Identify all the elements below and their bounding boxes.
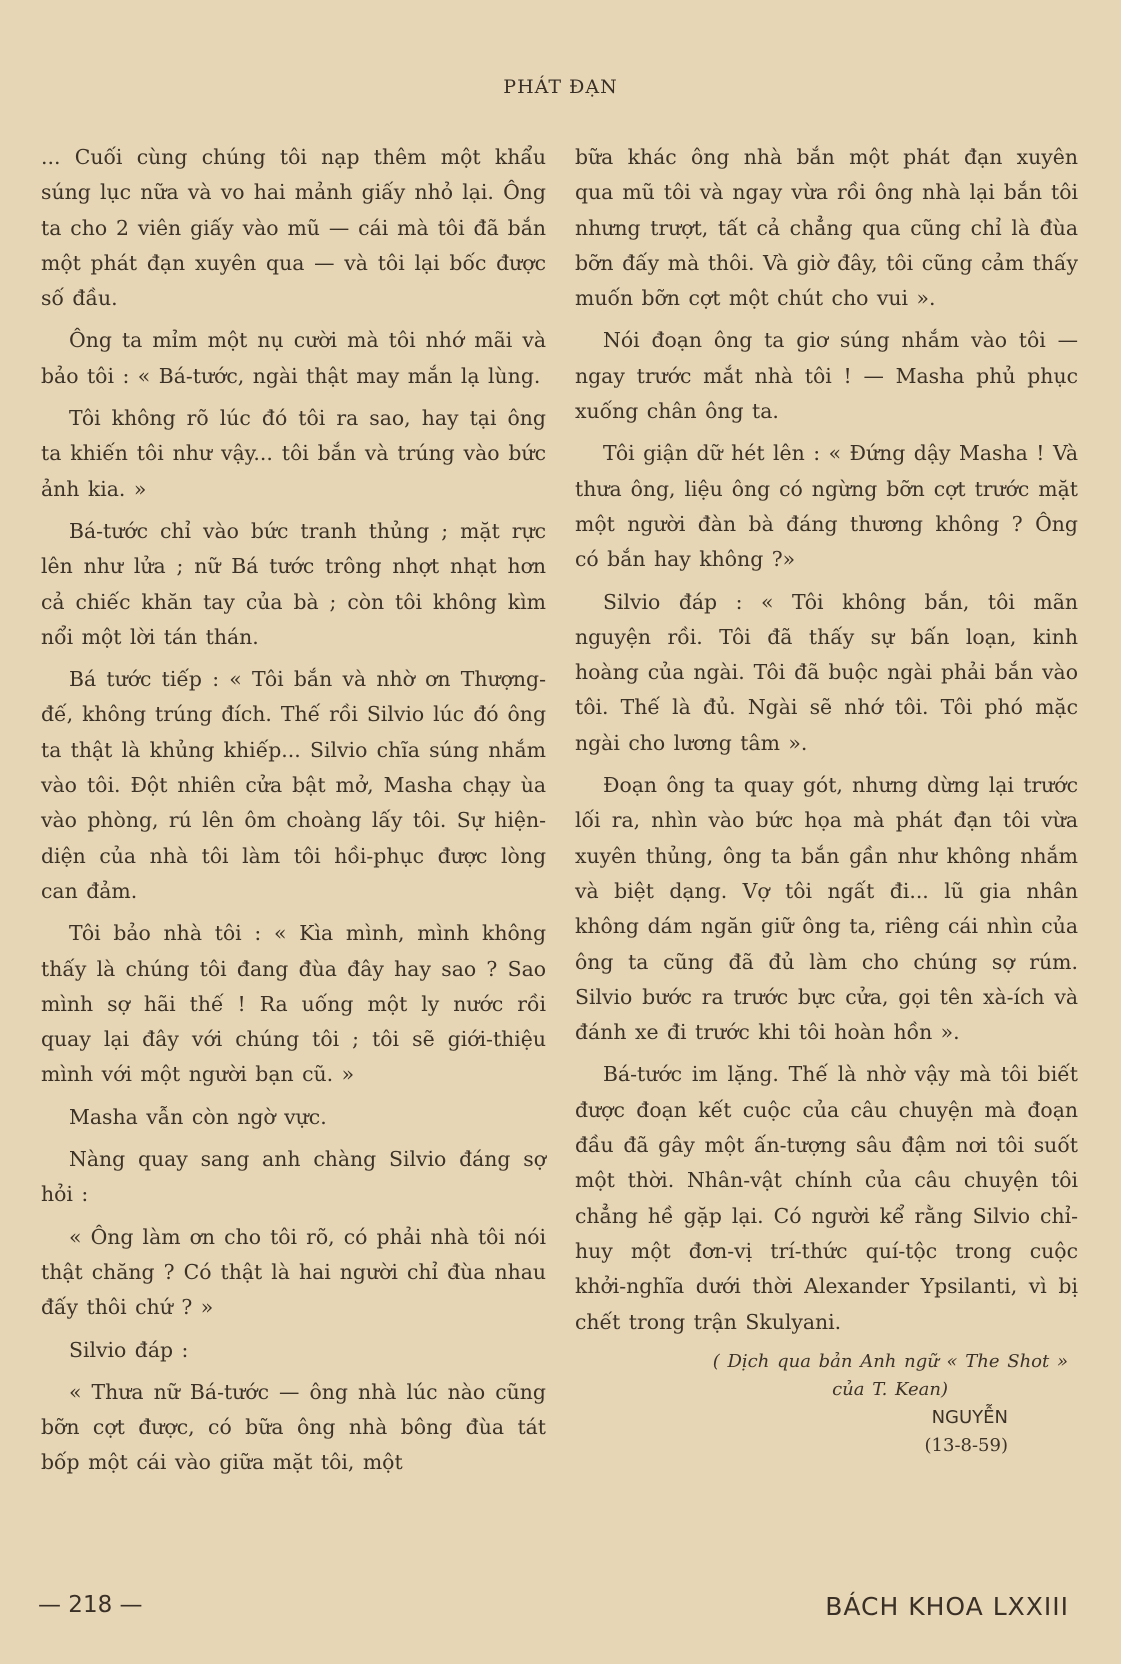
paragraph: Bá-tước chỉ vào bức tranh thủng ; mặt rực lên như lửa ; nữ Bá tước trông nhợt nhạt hơn cả chiếc khăn tay của bà ; còn tôi không kìm nổi một lời tán thán. <box>41 518 546 649</box>
running-header: PHÁT ĐẠN <box>503 76 618 98</box>
translation-line: của T. Kean) <box>832 1378 948 1400</box>
paragraph: Đoạn ông ta quay gót, nhưng dừng lại trước lối ra, nhìn vào bức họa mà phát đạn tôi vừa xuyên thủng, ông ta bắn gần như không nhắm và biệt dạng. Vợ tôi ngất đi... lũ gia nhân không dám ngăn giữ ông ta, riêng cái nhìn của ông ta cũng đã đủ làm cho chúng sợ rúm. Silvio bước ra trước bực cửa, gọi tên xà-ích và đánh xe đi trước khi tôi hoàn hồn ». <box>575 773 1078 1045</box>
left-column <box>41 140 546 1488</box>
paragraph: Ông ta mỉm một nụ cười mà tôi nhớ mãi và bảo tôi : « Bá-tước, ngài thật may mắn lạ lùng. <box>41 328 546 388</box>
author-signature: NGUYỄN <box>931 1406 1008 1428</box>
paragraph: Tôi bảo nhà tôi : « Kìa mình, mình không thấy là chúng tôi đang đùa đây hay sao ? Sao mình sợ hãi thế ! Ra uống một ly nước rồi quay lại đây với chúng tôi ; tôi sẽ giới-thiệu mình với một người bạn cũ. » <box>41 921 546 1087</box>
paragraph: Masha vẫn còn ngờ vực. <box>69 1104 327 1129</box>
page-number: — 218 — <box>38 1592 143 1618</box>
paragraph: Bá tước tiếp : « Tôi bắn và nhờ ơn Thượng-đế, không trúng đích. Thế rồi Silvio lúc đó ông ta thật là khủng khiếp... Silvio chĩa súng nhắm vào tôi. Đột nhiên cửa bật mở, Masha chạy ùa vào phòng, rú lên ôm choàng lấy tôi. Sự hiện-diện của nhà tôi làm tôi hồi-phục được lòng can đảm. <box>41 667 546 903</box>
paragraph: Tôi giận dữ hét lên : « Đứng dậy Masha ! Và thưa ông, liệu ông có ngừng bỡn cợt trước mặt một người đàn bà đáng thương không ? Ông có bắn hay không ?» <box>575 441 1078 572</box>
paragraph: « Ông làm ơn cho tôi rõ, có phải nhà tôi nói thật chăng ? Có thật là hai người chỉ đùa nhau đấy thôi chứ ? » <box>41 1224 546 1320</box>
paragraph: Nàng quay sang anh chàng Silvio đáng sợ hỏi : <box>41 1147 546 1207</box>
paragraph: Silvio đáp : <box>69 1337 189 1362</box>
paragraph: Tôi không rõ lúc đó tôi ra sao, hay tại ông ta khiến tôi như vậy... tôi bắn và trúng vào bức ảnh kia. » <box>41 406 546 501</box>
journal-name: BÁCH KHOA LXXIII <box>825 1592 1069 1621</box>
paragraph: Silvio đáp : « Tôi không bắn, tôi mãn nguyện rồi. Tôi đã thấy sự bấn loạn, kinh hoàng của ngài. Tôi đã buộc ngài phải bắn vào tôi. Thế là đủ. Ngài sẽ nhớ tôi. Tôi phó mặc ngài cho lương tâm ». <box>575 589 1078 755</box>
signature-date: (13-8-59) <box>924 1434 1008 1456</box>
paragraph: « Thưa nữ Bá-tước — ông nhà lúc nào cũng bỡn cợt được, có bữa ông nhà bông đùa tát bốp một cái vào giữa mặt tôi, một <box>41 1379 546 1475</box>
paragraph: ... Cuối cùng chúng tôi nạp thêm một khẩu súng lục nữa và vo hai mảnh giấy nhỏ lại. Ông ta cho 2 viên giấy vào mũ — cái mà tôi đã bắn một phát đạn xuyên qua — và tôi lại bốc được số đầu. <box>41 145 546 311</box>
paragraph: Nói đoạn ông ta giơ súng nhắm vào tôi — ngay trước mắt nhà tôi ! — Masha phủ phục xuống chân ông ta. <box>575 328 1078 424</box>
paragraph: Bá-tước im lặng. Thế là nhờ vậy mà tôi biết được đoạn kết cuộc của câu chuyện mà đoạn đầu đã gây một ấn-tượng sâu đậm nơi tôi suốt một thời. Nhân-vật chính của câu chuyện tôi chẳng hề gặp lại. Có người kể rằng Silvio chỉ-huy một đơn-vị trí-thức quí-tộc trong cuộc khởi-nghĩa dưới thời Alexander Ypsilanti, vì bị chết trong trận Skulyani. <box>575 1062 1078 1334</box>
paragraph: bữa khác ông nhà bắn một phát đạn xuyên qua mũ tôi và ngay vừa rồi ông nhà lại bắn tôi nhưng trượt, tất cả chẳng qua cũng chỉ là đùa bỡn đấy mà thôi. Và giờ đây, tôi cũng cảm thấy muốn bỡn cợt một chút cho vui ». <box>575 145 1078 311</box>
translation-note <box>575 1348 1078 1404</box>
right-column <box>575 140 1078 1460</box>
translation-line: ( Dịch qua bản Anh ngữ « The Shot » <box>712 1350 1068 1372</box>
